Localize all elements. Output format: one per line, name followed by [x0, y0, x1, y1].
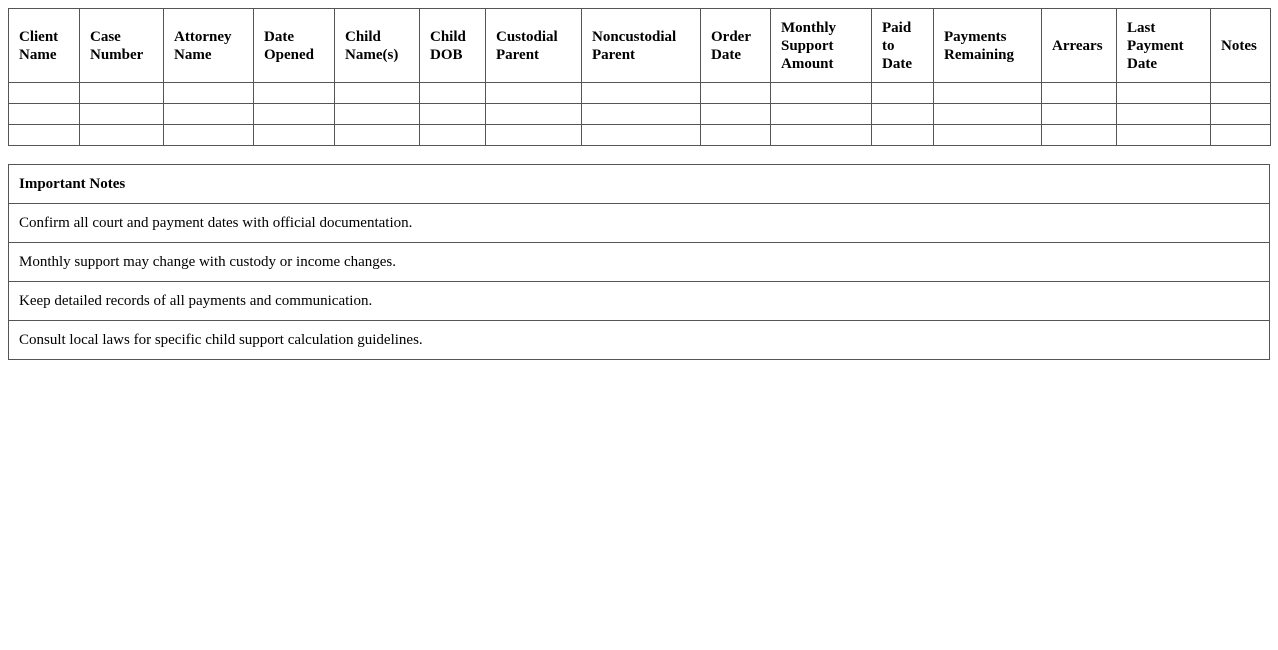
table-cell[interactable]	[164, 104, 254, 125]
col-header-last-payment-date: Last Payment Date	[1117, 9, 1211, 83]
table-cell[interactable]	[872, 104, 934, 125]
table-cell[interactable]	[420, 125, 486, 146]
table-cell[interactable]	[1042, 104, 1117, 125]
table-row	[9, 125, 1271, 146]
table-cell[interactable]	[934, 104, 1042, 125]
table-cell[interactable]	[486, 83, 582, 104]
table-cell[interactable]	[254, 125, 335, 146]
col-header-payments-remaining: Payments Remaining	[934, 9, 1042, 83]
table-cell[interactable]	[582, 104, 701, 125]
note-text: Monthly support may change with custody or income changes.	[9, 243, 1270, 282]
table-cell[interactable]	[771, 104, 872, 125]
table-cell[interactable]	[335, 83, 420, 104]
col-header-notes: Notes	[1211, 9, 1271, 83]
list-item	[9, 282, 1270, 321]
table-cell[interactable]	[254, 104, 335, 125]
notes-title: Important Notes	[9, 165, 1270, 204]
table-cell[interactable]	[582, 83, 701, 104]
col-header-arrears: Arrears	[1042, 9, 1117, 83]
table-cell[interactable]	[80, 125, 164, 146]
table-cell[interactable]	[9, 125, 80, 146]
note-text: Confirm all court and payment dates with official documentation.	[9, 204, 1270, 243]
table-cell[interactable]	[254, 83, 335, 104]
table-cell[interactable]	[1117, 125, 1211, 146]
table-cell[interactable]	[582, 125, 701, 146]
col-header-paid-to-date: Paid to Date	[872, 9, 934, 83]
table-cell[interactable]	[771, 83, 872, 104]
col-header-noncustodial-parent: Noncustodial Parent	[582, 9, 701, 83]
table-cell[interactable]	[872, 125, 934, 146]
table-cell[interactable]	[335, 104, 420, 125]
table-cell[interactable]	[9, 83, 80, 104]
table-cell[interactable]	[1117, 83, 1211, 104]
case-tracker-table	[8, 8, 1271, 146]
table-cell[interactable]	[1042, 83, 1117, 104]
note-text: Keep detailed records of all payments and communication.	[9, 282, 1270, 321]
col-header-case-number: Case Number	[80, 9, 164, 83]
table-row	[9, 104, 1271, 125]
header-row	[9, 9, 1271, 83]
table-cell[interactable]	[9, 104, 80, 125]
table-cell[interactable]	[701, 125, 771, 146]
table-cell[interactable]	[420, 104, 486, 125]
note-text: Consult local laws for specific child support calculation guidelines.	[9, 321, 1270, 360]
col-header-attorney-name: Attorney Name	[164, 9, 254, 83]
col-header-order-date: Order Date	[701, 9, 771, 83]
list-item	[9, 243, 1270, 282]
table-cell[interactable]	[934, 83, 1042, 104]
col-header-client-name: Client Name	[9, 9, 80, 83]
col-header-custodial-parent: Custodial Parent	[486, 9, 582, 83]
table-cell[interactable]	[1211, 125, 1271, 146]
col-header-date-opened: Date Opened	[254, 9, 335, 83]
table-cell[interactable]	[486, 104, 582, 125]
table-cell[interactable]	[80, 83, 164, 104]
col-header-child-names: Child Name(s)	[335, 9, 420, 83]
list-item	[9, 204, 1270, 243]
table-cell[interactable]	[164, 125, 254, 146]
table-cell[interactable]	[934, 125, 1042, 146]
col-header-child-dob: Child DOB	[420, 9, 486, 83]
table-cell[interactable]	[486, 125, 582, 146]
col-header-monthly-support-amount: Monthly Support Amount	[771, 9, 872, 83]
table-cell[interactable]	[164, 83, 254, 104]
table-cell[interactable]	[701, 83, 771, 104]
table-row	[9, 83, 1271, 104]
table-cell[interactable]	[420, 83, 486, 104]
table-cell[interactable]	[1042, 125, 1117, 146]
list-item	[9, 321, 1270, 360]
table-cell[interactable]	[1117, 104, 1211, 125]
table-cell[interactable]	[872, 83, 934, 104]
table-cell[interactable]	[1211, 104, 1271, 125]
table-cell[interactable]	[771, 125, 872, 146]
table-cell[interactable]	[335, 125, 420, 146]
notes-title-row	[9, 165, 1270, 204]
table-cell[interactable]	[701, 104, 771, 125]
table-cell[interactable]	[80, 104, 164, 125]
table-cell[interactable]	[1211, 83, 1271, 104]
important-notes-table	[8, 164, 1270, 360]
